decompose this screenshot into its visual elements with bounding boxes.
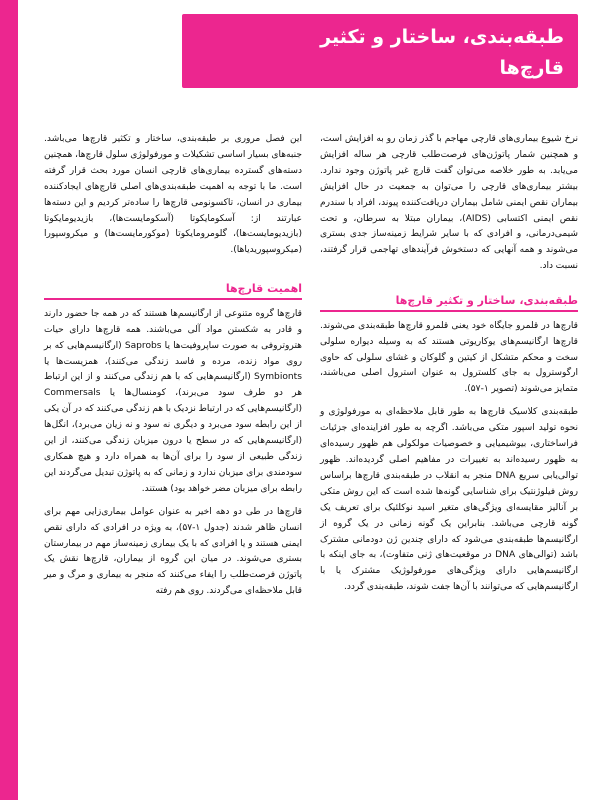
chapter-number: ۵۷	[104, 24, 148, 65]
section-rule	[320, 310, 578, 312]
paragraph: قارچ‌ها در طی دو دهه اخیر به عنوان عوامل بیماری‌زایی مهم برای انسان ظاهر شدند (جدول ۱-۵۷)، به ویژه در افرادی که دارای نقص ایمنی هستند و یا افرادی که با یک بیماری زمینه‌ساز مهم در بیمارستان بستری می‌شوند. در میان این گروه از بیماران، قارچ‌ها نقش یک پاتوژن فرصت‌طلب را ایفاء می‌کنند که منجر به بیماری و مرگ و میر قابل ملاحظه‌ای می‌گردند. روی هم رفته	[44, 506, 302, 597]
page-columns	[44, 132, 578, 782]
page-left-border	[0, 0, 18, 800]
chapter-title: طبقه‌بندی، ساختار و تکثیر قارچ‌ها	[320, 26, 564, 80]
paragraph: قارچ‌ها در قلمرو جایگاه خود یعنی قلمرو قارچ‌ها طبقه‌بندی می‌شوند. قارچ‌ها ارگانیسم‌های یوکاریوتی هستند که به وسیله دیواره سلولی سخت و محکم متشکل از کیتین و گلوکان و غشای سلولی که حاوی ارگوسترول به جای کلسترول به عنوان استرول اصلی می‌باشند، متمایز می‌شوند (تصویر ۱-۵۷).	[320, 320, 578, 395]
paragraph: قارچ‌ها گروه متنوعی از ارگانیسم‌ها هستند که در همه جا حضور دارند و قادر به شکستن مواد آلی می‌باشند. همه قارچ‌ها دارای حیات هتروتروفی به صورت ساپروفیت‌ها یا Saprobs (ارگانیسم‌هایی که بر روی مواد زنده، مرده و فاسد زندگی می‌کنند)، همزیست‌ها یا Symbionts (ارگانیسم‌هایی که با هم زندگی می‌کنند و از این ارتباط هر دو طرف سود می‌برند)، کومنسال‌ها یا Commersals (ارگانیسم‌هایی که در ارتباط نزدیک با هم زندگی می‌کنند که در آن یکی از این رابطه سود می‌برد و دیگری نه سود و نه زیان می‌برد)، انگل‌ها (ارگانیسم‌هایی که در سطح یا درون میزبان زندگی می‌کنند، از این زندگی طبیعی از سود را برای آن‌ها به همراه دارد و هیچ همکاری سودمندی برای میزبان ندارد و زمانی که به پاتوژن تبدیل می‌گردند این رابطه برای میزبان مضر خواهد بود) هستند.	[44, 308, 302, 494]
section-heading-left: اهمیت قارچ‌ها	[225, 282, 302, 296]
paragraph: طبقه‌بندی کلاسیک قارچ‌ها به طور قابل ملاحظه‌ای به مورفولوژی و نحوه تولید اسپور متکی می‌باشد. اگرچه به طور افزاینده‌ای جزئیات فراساختاری، بیوشیمیایی و خصوصیات مولکولی هم ظهور رسیده‌ای به ظهور رسیده‌اند به تغییرات در مفاهیم اصلی گردیده‌اند. ظهور توالی‌یابی سریع DNA منجر به انقلاب در طبقه‌بندی قارچ‌ها براساس روش فیلوژنتیک برای شناسایی گونه‌ها شده است که این روش متکی بر آنالیز مقایسه‌ای ویژگی‌های متغیر اسید نوکلئیک برای تعریف یک گونه قارچی می‌باشد. بنابراین یک گونه زمانی در یک گروه از ارگانیسم‌ها طبقه‌بندی می‌شود که دارای چندین ژن دودمانی مشترک باشد (توالی‌های DNA در موقعیت‌های ژنی متفاوت)، به جای اینکه با ارگانیسم‌هایی دارای ویژگی‌های مورفولوژیک مشترک یا با ارگانیسم‌هایی که می‌توانند با آن‌ها جفت شوند، طبقه‌بندی گردد.	[320, 407, 579, 593]
section-heading-right: طبقه‌بندی، ساختار و تکثیر قارچ‌ها	[395, 294, 578, 308]
paragraph: نرخ شیوع بیماری‌های قارچی مهاجم با گذر زمان رو به افزایش است، و همچنین شمار پاتوژن‌های فرصت‌طلب قارچی هر ساله افزایش می‌یابد. به طور خلاصه می‌توان گفت قارچ غیر پاتوژن وجود ندارد. بیشتر بیماری‌های قارچی را می‌توان به جمعیت در حال افزایش بیماران نقص ایمنی شامل بیماران دریافت‌کننده پیوند، افراد با سندرم نقص ایمنی اکتسابی (AIDS)، بیماران مبتلا به سرطان، و تحت شیمی‌درمانی، و افرادی که با سایر شرایط زمینه‌ساز جدی بستری می‌شوند و همه آنهایی که دستخوش فرآیندهای تهاجمی قرار گرفتند، نسبت داد.	[320, 134, 578, 272]
chapter-header-bar	[182, 14, 578, 88]
column-left	[44, 132, 302, 782]
chapter-header	[58, 14, 578, 92]
paragraph: این فصل مروری بر طبقه‌بندی، ساختار و تکثیر قارچ‌ها می‌باشد. جنبه‌های بسیار اساسی تشکیلات و مورفولوژی سلول قارچ‌ها، همچنین دسته‌های گسترده بیماری‌های قارچی انسان مورد بحث قرار گرفته است. ما با توجه به اهمیت طبقه‌بندی‌های اصلی قارچ‌های ایجادکننده بیماری در انسان، تاکسونومی قارچ‌ها را ساده‌تر کردیم و این دسته‌ها عبارتند از: آسکومایکوتا (آسکومایست‌ها)، بازیدیومایکوتا (بازیدیومایست‌ها)، گلومرومایکوتا (موکورمایست‌ها) و میکروسپورا (میکروسپوریدیاها).	[44, 134, 302, 256]
section-rule	[44, 298, 302, 300]
page-paper	[18, 0, 600, 800]
column-right	[320, 132, 578, 782]
